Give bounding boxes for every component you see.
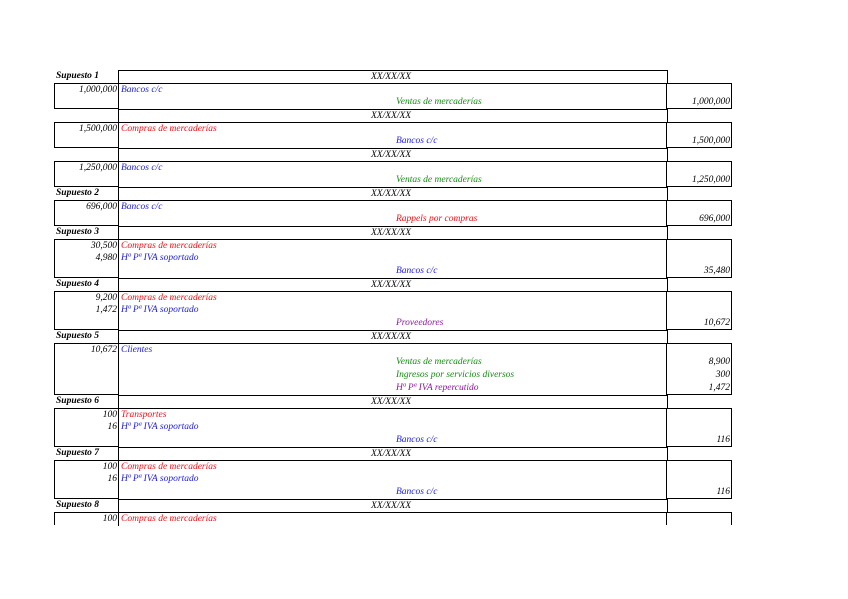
entry-line-row [54,408,732,421]
account-cell [118,317,667,331]
entry-label: Supuesto 2 [56,188,100,198]
entry-date: XX/XX/XX [371,189,412,199]
entry-label: Supuesto 4 [56,279,100,289]
credit-amount-cell [666,122,732,135]
account-cell [118,96,667,110]
entry-line-row [54,512,732,525]
entry-line-row [54,213,732,226]
entry-line-row [54,369,732,382]
credit-amount-cell [666,200,732,213]
credit-account: Proveedores [396,318,444,328]
account-cell [118,174,667,188]
entry-line-row [54,265,732,278]
debit-amount-cell [54,265,118,278]
account-cell [118,434,667,448]
credit-amount-cell: 1,000,000 [666,96,732,109]
account-cell [118,382,667,396]
debit-amount-cell: 1,500,000 [54,122,118,135]
entry-label [54,109,120,122]
credit-account: Bancos c/c [396,487,438,497]
debit-amount-cell: 10,672 [54,343,118,356]
entry-label: Supuesto 6 [56,396,100,406]
entry-label: Supuesto 7 [56,448,100,458]
entry-line-row [54,434,732,447]
entry-line-row [54,239,732,252]
debit-amount-cell [54,96,118,109]
debit-amount-cell: 100 [54,460,118,473]
entry-label [54,148,120,161]
account-cell [118,252,667,265]
account-cell [118,460,667,474]
debit-amount-cell [54,486,118,499]
debit-amount-cell: 9,200 [54,291,118,304]
entry-date-cell [118,109,668,123]
entry-date-cell [118,226,668,240]
entry-date: XX/XX/XX [371,332,412,342]
entry-header-row [54,148,732,161]
debit-amount-cell: 100 [54,408,118,421]
account-cell [118,356,667,369]
entry-header-row [54,70,732,83]
credit-amount-cell [666,512,732,525]
credit-amount-cell: 1,500,000 [666,135,732,148]
debit-account: Hª Pª IVA soportado [121,305,199,315]
journal-sheet [54,70,732,525]
account-cell [118,291,667,305]
account-cell [118,239,667,253]
entry-line-row [54,421,732,434]
entry-header-row [54,330,732,343]
entry-date: XX/XX/XX [371,228,412,238]
credit-amount-cell [666,473,732,486]
entry-header-amount-cell [666,330,732,343]
account-cell [118,122,667,136]
credit-amount-cell: 116 [666,434,732,447]
debit-amount-cell: 1,472 [54,304,118,317]
credit-amount-cell [666,161,732,174]
debit-amount-cell [54,174,118,187]
entry-line-row [54,486,732,499]
entry-header-amount-cell [666,187,732,200]
credit-account: Bancos c/c [396,136,438,146]
debit-amount-cell [54,135,118,148]
debit-amount-cell: 16 [54,421,118,434]
credit-account: Bancos c/c [396,435,438,445]
credit-amount-cell [666,460,732,473]
entry-header-row [54,226,732,239]
credit-account: Rappels por compras [396,214,478,224]
entry-label: Supuesto 1 [56,71,100,81]
account-cell [118,83,667,97]
entry-line-row [54,174,732,187]
debit-account: Bancos c/c [121,163,163,173]
entry-label: Supuesto 5 [56,331,100,341]
entry-header-amount-cell [666,226,732,239]
credit-amount-cell [666,291,732,304]
entry-header-row [54,499,732,512]
entry-line-row [54,382,732,395]
debit-amount-cell [54,356,118,369]
account-cell [118,473,667,486]
entry-date-cell [118,148,668,162]
entry-line-row [54,135,732,148]
credit-account: Hª Pª IVA repercutido [396,383,479,393]
credit-amount-cell: 10,672 [666,317,732,330]
debit-account: Hª Pª IVA soportado [121,422,199,432]
credit-amount-cell: 35,480 [666,265,732,278]
debit-account: Clientes [121,345,153,355]
credit-amount-cell [666,408,732,421]
entry-line-row [54,460,732,473]
account-cell [118,421,667,434]
entry-date: XX/XX/XX [371,449,412,459]
debit-amount-cell: 1,250,000 [54,161,118,174]
entry-date-cell [118,395,668,409]
entry-line-row [54,291,732,304]
account-cell [118,369,667,382]
entry-header-row [54,109,732,122]
debit-account: Bancos c/c [121,85,163,95]
debit-amount-cell [54,213,118,226]
debit-account: Compras de mercaderías [121,462,217,472]
entry-line-row [54,356,732,369]
account-cell [118,135,667,149]
debit-amount-cell: 4,980 [54,252,118,265]
entry-line-row [54,304,732,317]
entry-line-row [54,161,732,174]
account-cell [118,265,667,279]
debit-amount-cell [54,382,118,395]
entry-date: XX/XX/XX [371,280,412,290]
credit-account: Ingresos por servicios diversos [396,370,515,380]
credit-account: Ventas de mercaderías [396,357,482,367]
credit-amount-cell [666,239,732,252]
entry-line-row [54,200,732,213]
credit-amount-cell [666,343,732,356]
entry-header-row [54,395,732,408]
account-cell [118,213,667,227]
entry-date-cell [118,70,668,84]
debit-account: Transportes [121,410,167,420]
debit-account: Hª Pª IVA soportado [121,474,199,484]
entry-line-row [54,252,732,265]
debit-amount-cell: 1,000,000 [54,83,118,96]
account-cell [118,408,667,422]
credit-account: Ventas de mercaderías [396,175,482,185]
credit-amount-cell: 300 [666,369,732,382]
entry-date: XX/XX/XX [371,397,412,407]
account-cell [118,512,667,526]
credit-amount-cell [666,252,732,265]
entry-date: XX/XX/XX [371,72,412,82]
entry-header-amount-cell [666,70,732,83]
debit-account: Compras de mercaderías [121,124,217,134]
entry-line-row [54,122,732,135]
debit-amount-cell: 696,000 [54,200,118,213]
credit-account: Ventas de mercaderías [396,97,482,107]
entry-date-cell [118,330,668,344]
credit-amount-cell [666,304,732,317]
debit-amount-cell [54,369,118,382]
entry-label: Supuesto 3 [56,227,100,237]
debit-amount-cell [54,434,118,447]
entry-header-amount-cell [666,109,732,122]
account-cell [118,343,667,357]
entry-line-row [54,343,732,356]
debit-account: Bancos c/c [121,202,163,212]
credit-amount-cell: 1,472 [666,382,732,395]
entry-date-cell [118,499,668,513]
credit-amount-cell: 116 [666,486,732,499]
entry-date-cell [118,447,668,461]
entry-header-amount-cell [666,395,732,408]
entry-header-amount-cell [666,447,732,460]
credit-amount-cell [666,83,732,96]
credit-account: Bancos c/c [396,266,438,276]
entry-header-amount-cell [666,278,732,291]
debit-amount-cell [54,317,118,330]
entry-line-row [54,473,732,486]
entry-date: XX/XX/XX [371,150,412,160]
debit-amount-cell: 30,500 [54,239,118,252]
entry-line-row [54,317,732,330]
entry-date-cell [118,187,668,201]
debit-amount-cell: 16 [54,473,118,486]
debit-account: Compras de mercaderías [121,293,217,303]
entry-date: XX/XX/XX [371,111,412,121]
credit-amount-cell [666,421,732,434]
credit-amount-cell: 696,000 [666,213,732,226]
entry-label: Supuesto 8 [56,500,100,510]
debit-account: Compras de mercaderías [121,241,217,251]
credit-amount-cell: 1,250,000 [666,174,732,187]
entry-date-cell [118,278,668,292]
entry-line-row [54,96,732,109]
account-cell [118,161,667,175]
debit-amount-cell: 100 [54,512,118,525]
account-cell [118,304,667,317]
entry-header-amount-cell [666,499,732,512]
account-cell [118,200,667,214]
entry-header-row [54,278,732,291]
entry-line-row [54,83,732,96]
entry-header-row [54,447,732,460]
entry-header-row [54,187,732,200]
debit-account: Hª Pª IVA soportado [121,253,199,263]
debit-account: Compras de mercaderías [121,514,217,524]
entry-date: XX/XX/XX [371,501,412,511]
credit-amount-cell: 8,900 [666,356,732,369]
entry-header-amount-cell [666,148,732,161]
account-cell [118,486,667,500]
